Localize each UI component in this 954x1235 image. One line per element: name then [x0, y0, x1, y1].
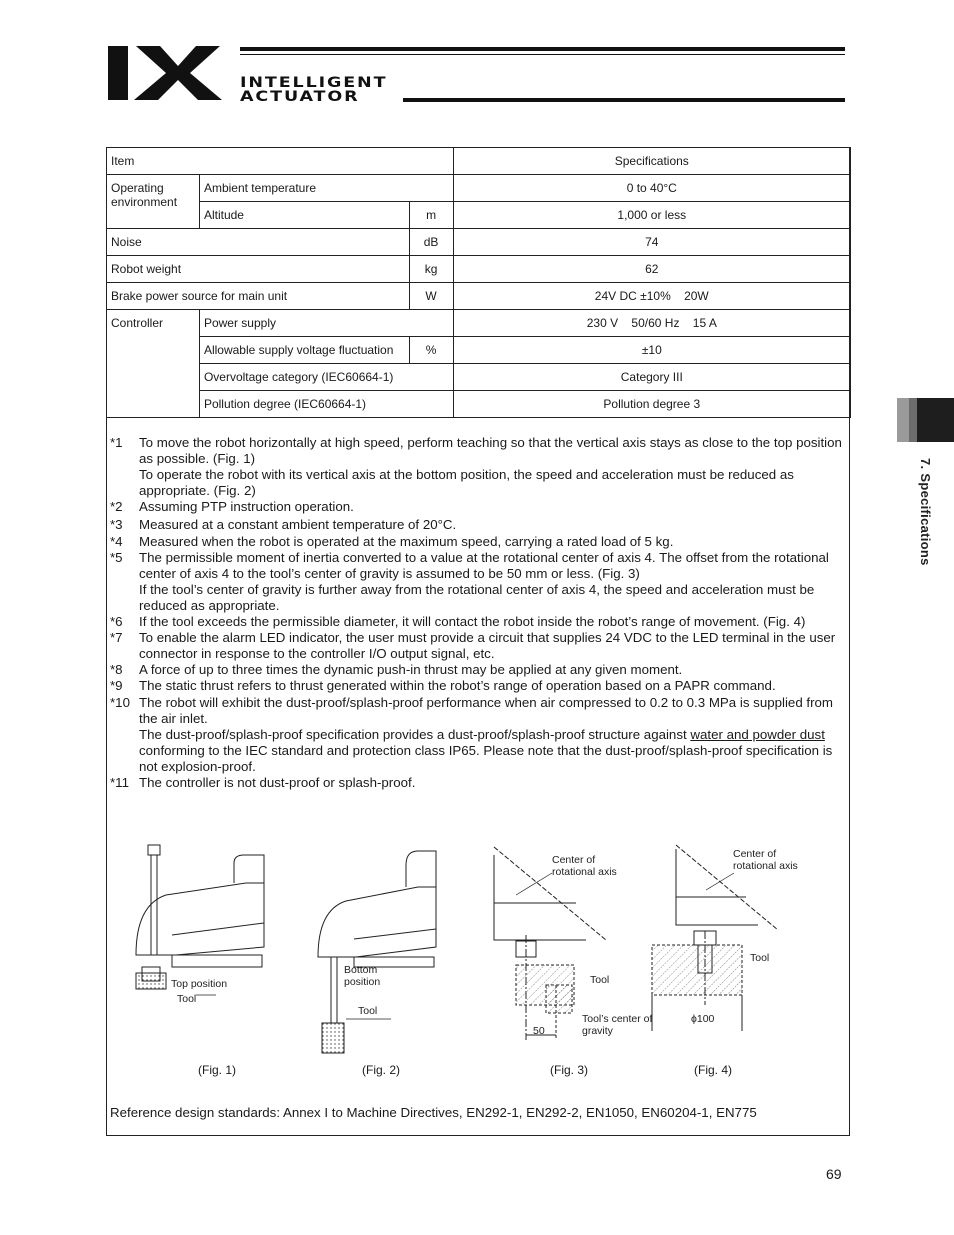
fig1-caption: (Fig. 1): [198, 1063, 237, 1077]
fig1-top-position-label: Top position: [171, 978, 228, 990]
spec-table: [106, 147, 851, 418]
table-row: [107, 310, 851, 337]
cell-value: 74: [453, 229, 850, 256]
table-row: [107, 283, 851, 310]
note-text: To enable the alarm LED indicator, the user must provide a circuit that supplies 24 VDC to the LED terminal in the user connector in response to the controller I/O output signal, etc.: [139, 630, 836, 662]
fig2-tool-label: Tool: [358, 1005, 378, 1017]
header-rule: [240, 47, 845, 51]
note-text: The static thrust refers to thrust generated within the robot’s range of operation based on a PAPR command.: [139, 678, 776, 694]
note-3: [110, 517, 852, 533]
note-key: *3: [110, 517, 123, 533]
brand-name: INTELLIGENT ACTUATOR: [240, 75, 388, 105]
fig3-axis-label: rotational axis: [552, 866, 617, 878]
cell-unit: kg: [409, 256, 453, 283]
cell-unit: m: [409, 202, 453, 229]
note-4: [110, 534, 852, 550]
note-8: [110, 662, 852, 678]
note-key: *10: [110, 694, 130, 710]
note-key: *5: [110, 549, 123, 565]
cell-value: Pollution degree 3: [453, 391, 850, 418]
cell-label: Ambient temperature: [199, 175, 453, 202]
note-text: Measured at a constant ambient temperature of 20°C.: [139, 517, 457, 533]
note-text: The permissible moment of inertia converted to a value at the rotational center of axis 4. The offset from the rotational center of axis 4 to the tool’s center of gravity is assumed to be 50 mm or less. (Fig. 3): [139, 549, 829, 581]
note-text-part: The dust-proof/splash-proof specification provides a dust-proof/splash-proof structure against: [139, 726, 691, 742]
table-row: [107, 229, 851, 256]
fig3-dimension: 50: [533, 1025, 545, 1037]
cell-label: Noise: [107, 229, 410, 256]
table-row: [107, 202, 851, 229]
note-11: [110, 775, 852, 791]
fig2-position-label: position: [344, 976, 381, 988]
table-row: [107, 364, 851, 391]
note-text: If the tool exceeds the permissible diameter, it will contact the robot inside the robot’s range of movement. (Fig. 4): [139, 614, 806, 630]
note-text-underlined: water and powder dust: [690, 726, 825, 742]
cell-label: Allowable supply voltage fluctuation: [199, 337, 409, 364]
note-text: [139, 727, 852, 775]
note-text: If the tool’s center of gravity is further away from the rotational center of axis 4, the speed and acceleration must be reduced as appropriate.: [139, 581, 815, 613]
tab-marker-light: [897, 398, 909, 442]
note-7: [110, 630, 852, 662]
note-text: The controller is not dust-proof or splash-proof.: [139, 774, 416, 790]
fig3-caption: (Fig. 3): [550, 1063, 589, 1077]
note-text-part: conforming to the IEC standard and protection class IP65. Please note that the dust-proof/splash-proof specification is not explosion-proof.: [139, 742, 833, 774]
table-row: [107, 256, 851, 283]
cell-value: 0 to 40°C: [453, 175, 850, 202]
cell-label: Power supply: [199, 310, 453, 337]
cell-label: Brake power source for main unit: [107, 283, 410, 310]
note-text: The robot will exhibit the dust-proof/splash-proof performance when air compressed to 0.2 to 0.3 MPa is supplied from the air inlet.: [139, 694, 833, 726]
cell-value: 1,000 or less: [453, 202, 850, 229]
fig4-tool-label: Tool: [750, 952, 770, 964]
fig4-center-label: Center of: [733, 848, 777, 860]
header-rule-lower: [403, 98, 845, 102]
controller-label: Controller: [107, 310, 200, 418]
fig1-tool-label: Tool: [177, 993, 197, 1005]
fig2-bottom-label: Bottom: [344, 964, 378, 976]
cell-unit: dB: [409, 229, 453, 256]
tab-marker-dark: [917, 398, 954, 442]
table-row: [107, 175, 851, 202]
note-6: [110, 614, 852, 630]
note-9: [110, 678, 852, 694]
table-row: [107, 337, 851, 364]
cell-label: Overvoltage category (IEC60664-1): [199, 364, 453, 391]
cell-value: 62: [453, 256, 850, 283]
section-tab-label: 7. Specifications: [918, 458, 933, 566]
note-key: *9: [110, 678, 123, 694]
note-text: To move the robot horizontally at high speed, perform teaching so that the vertical axis stays as close to the top position as possible. (Fig. 1): [139, 435, 842, 467]
note-1: [110, 435, 852, 499]
cell-value: 24V DC ±10% 20W: [453, 283, 850, 310]
note-text: A force of up to three times the dynamic push-in thrust may be applied at any given moment.: [139, 662, 683, 678]
fig2-robot-drawing: [318, 851, 436, 1053]
operating-environment-label: Operating environment: [107, 175, 200, 229]
footnotes: [110, 435, 852, 791]
table-row: [107, 391, 851, 418]
fig4-robot-drawing: [652, 845, 778, 1031]
robot-figures: [106, 835, 850, 1060]
cell-unit: %: [409, 337, 453, 364]
fig3-cog-label: Tool’s center of: [582, 1013, 653, 1025]
fig4-dimension: ϕ100: [691, 1013, 715, 1025]
fig3-tool-label: Tool: [590, 974, 610, 986]
reference-standards: Reference design standards: Annex I to Machine Directives, EN292-1, EN292-2, EN1050, EN60204-1, EN775: [110, 1105, 757, 1120]
cell-label: Altitude: [199, 202, 409, 229]
cell-value: 230 V 50/60 Hz 15 A: [453, 310, 850, 337]
fig3-center-label: Center of: [552, 854, 596, 866]
header-rule-thin: [240, 54, 845, 55]
note-text: Assuming PTP instruction operation.: [139, 499, 354, 515]
fig1-robot-drawing: [136, 845, 264, 989]
note-text: To operate the robot with its vertical axis at the bottom position, the speed and acceleration must be reduced as appropriate. (Fig. 2): [139, 467, 794, 499]
cell-unit: W: [409, 283, 453, 310]
fig3-gravity-label: gravity: [582, 1025, 613, 1037]
note-key: *2: [110, 499, 123, 515]
note-key: *1: [110, 435, 123, 450]
table-row: [107, 148, 851, 175]
fig2-caption: (Fig. 2): [362, 1063, 401, 1077]
note-text: Measured when the robot is operated at the maximum speed, carrying a rated load of 5 kg.: [139, 533, 674, 549]
header-spec: Specifications: [453, 148, 850, 175]
cell-label: Robot weight: [107, 256, 410, 283]
page-number: 69: [826, 1166, 842, 1182]
note-5: [110, 550, 852, 614]
note-10: [110, 695, 852, 775]
note-key: *11: [110, 774, 129, 790]
tab-marker-mid: [909, 398, 917, 442]
note-key: *8: [110, 662, 123, 678]
cell-value: Category III: [453, 364, 850, 391]
note-key: *7: [110, 630, 123, 646]
cell-label: Pollution degree (IEC60664-1): [199, 391, 453, 418]
note-key: *6: [110, 614, 123, 630]
ix-logo-mark: [108, 44, 232, 107]
cell-value: ±10: [453, 337, 850, 364]
fig4-caption: (Fig. 4): [694, 1063, 733, 1077]
fig4-axis-label: rotational axis: [733, 860, 798, 872]
note-key: *4: [110, 533, 123, 549]
note-2: [110, 499, 852, 515]
header-item: Item: [107, 148, 454, 175]
